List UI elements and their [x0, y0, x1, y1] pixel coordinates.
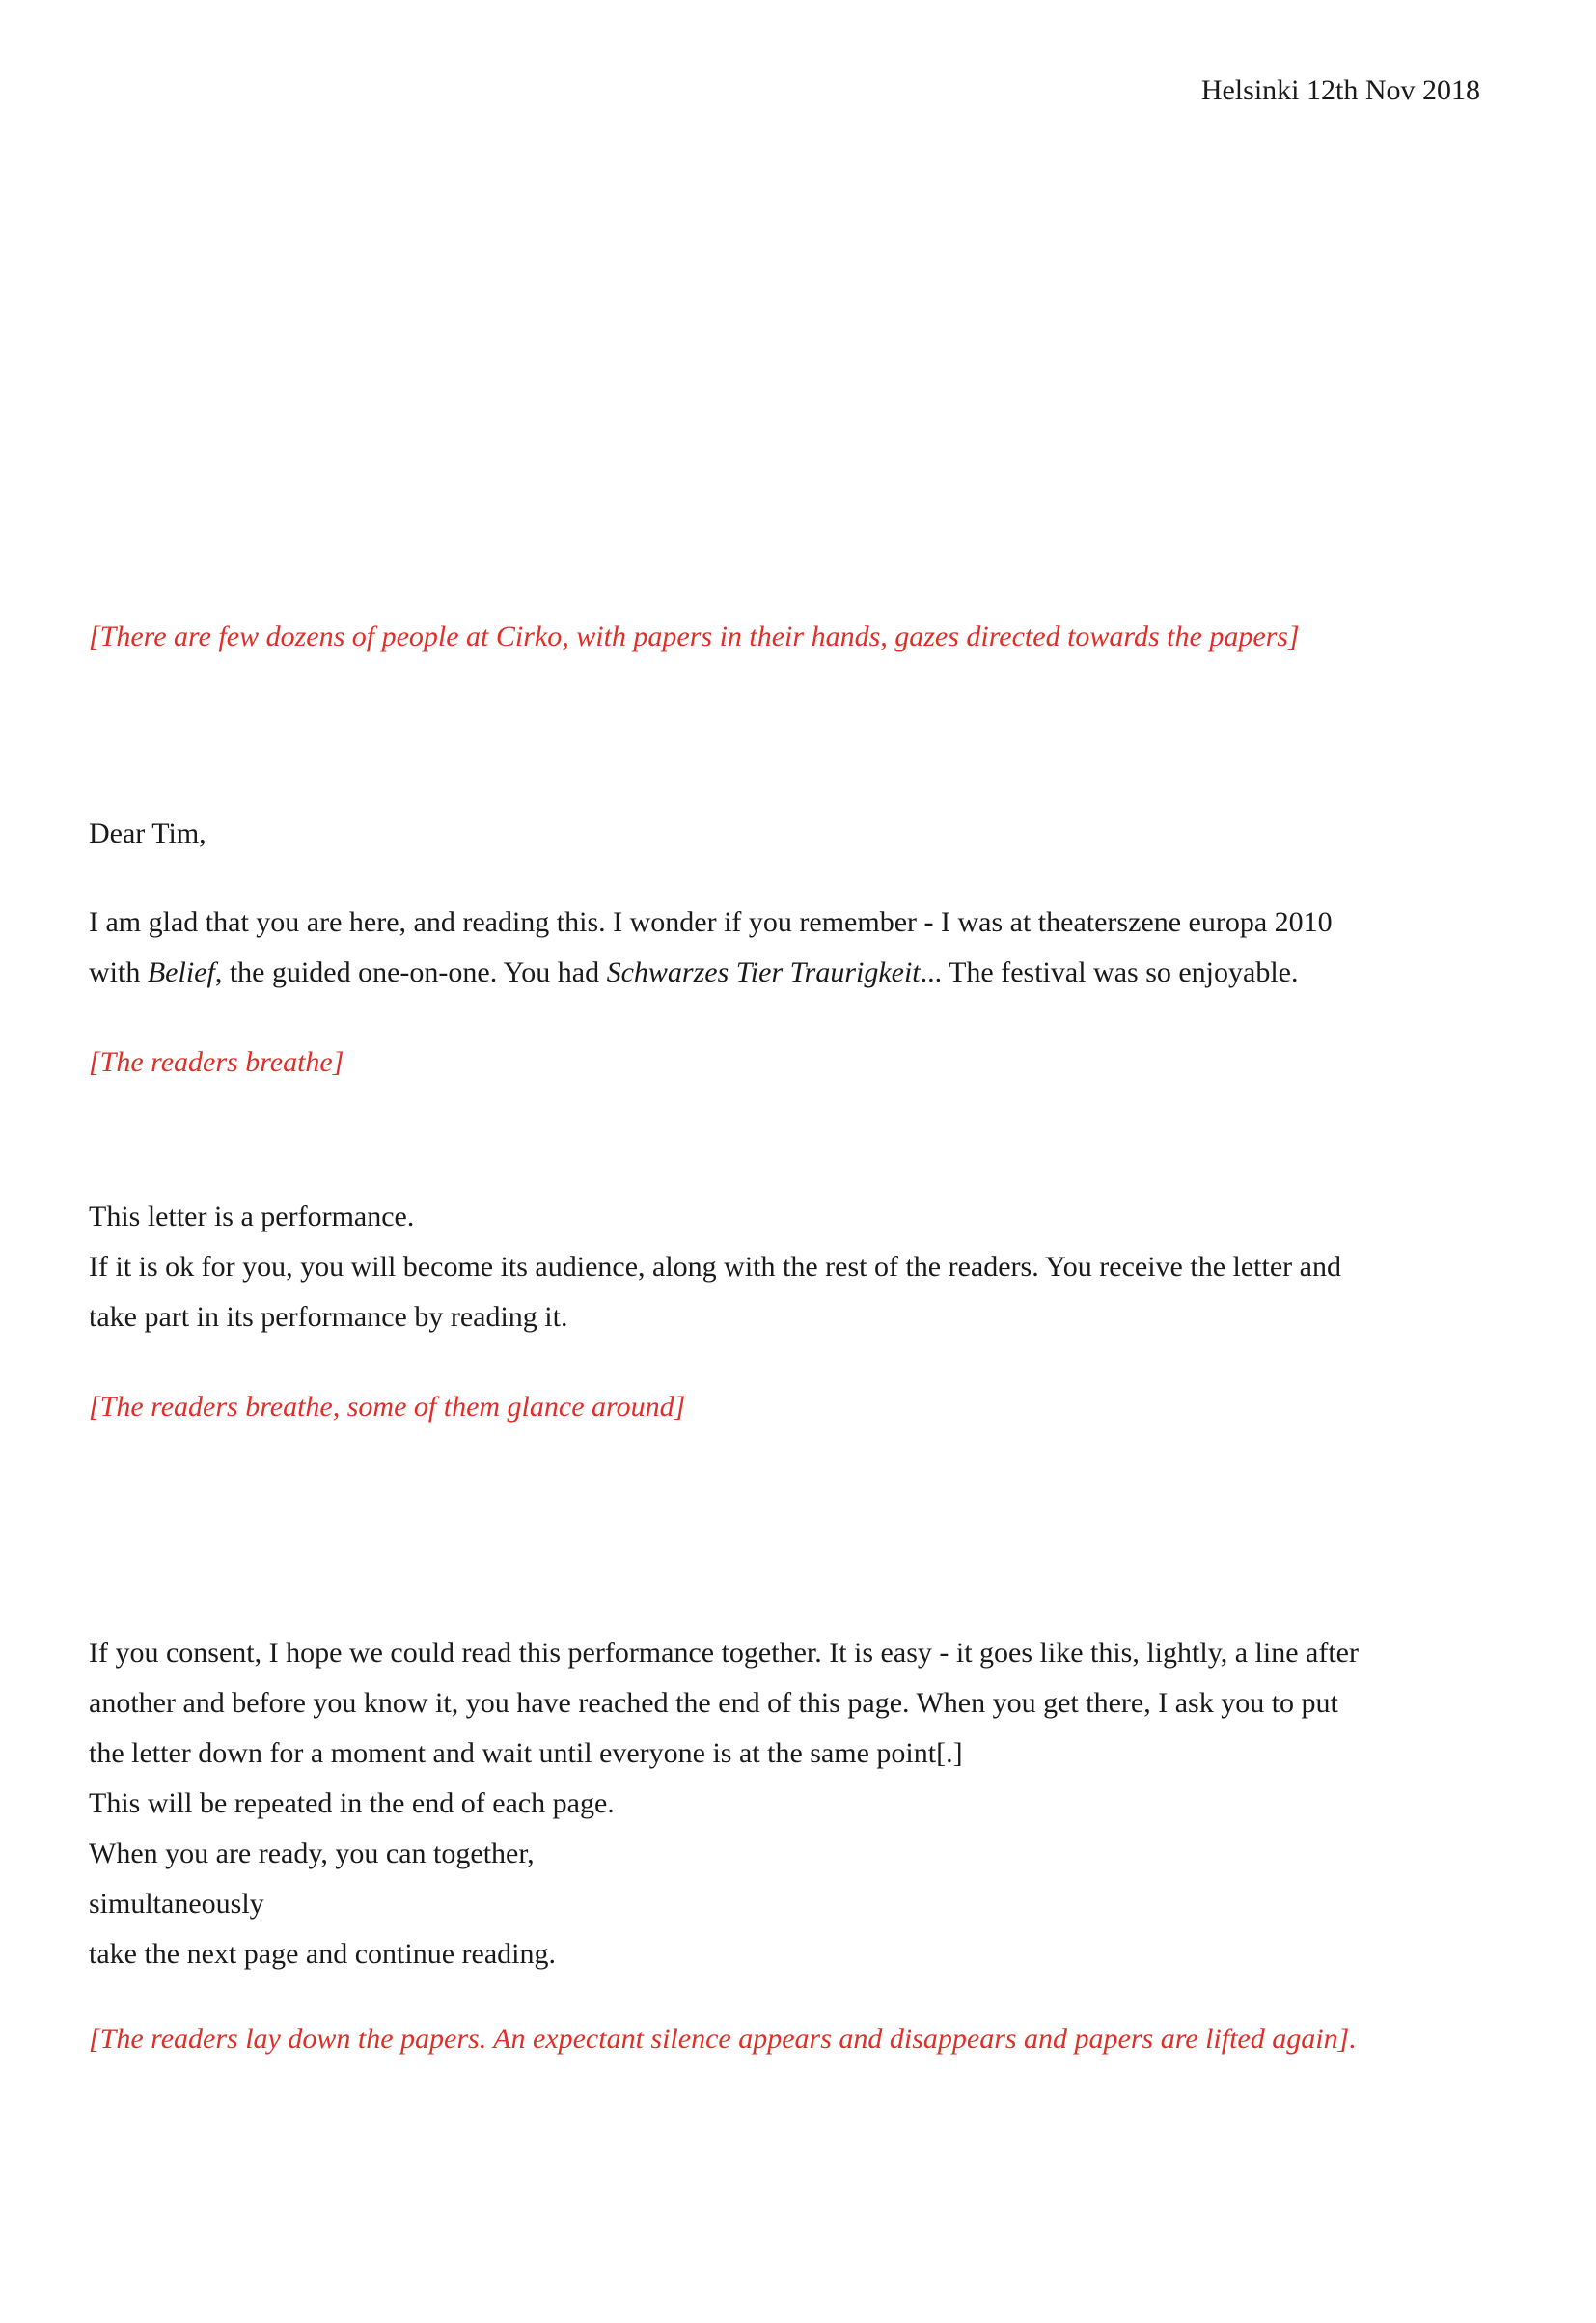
paragraph-performance-line2: If it is ok for you, you will become its audience, along with the rest of the readers. You receive the letter and: [89, 1251, 1341, 1283]
paragraph-intro-line1: I am glad that you are here, and reading this. I wonder if you remember - I was at theaterszene europa 2010: [89, 906, 1333, 938]
stage-direction-breathe-glance: [The readers breathe, some of them glance around]: [89, 1391, 686, 1423]
paragraph-intro: [89, 898, 1480, 998]
paragraph-consent-line2: another and before you know it, you have reached the end of this page. When you get there, I ask you to put: [89, 1687, 1338, 1719]
paragraph-intro-line2: [89, 948, 1480, 998]
paragraph-consent-line4: This will be repeated in the end of each page.: [89, 1787, 615, 1819]
paragraph-performance-line1: This letter is a performance.: [89, 1201, 415, 1232]
salutation-block: [89, 809, 1480, 859]
work-title-belief: Belief: [147, 956, 215, 988]
paragraph-performance: [89, 1192, 1480, 1342]
salutation: Dear Tim,: [89, 817, 206, 849]
paragraph-consent-line5: When you are ready, you can together,: [89, 1838, 535, 1869]
stage-direction-closing: [The readers lay down the papers. An expectant silence appears and disappears and papers are lifted again].: [89, 2023, 1357, 2055]
intro-line2-seg1: with: [89, 956, 148, 988]
paragraph-consent-line6: simultaneously: [89, 1888, 264, 1920]
intro-line2-seg5: ... The festival was so enjoyable.: [920, 956, 1299, 988]
intro-line2-seg3: , the guided one-on-one. You had: [214, 956, 607, 988]
paragraph-consent-line3: the letter down for a moment and wait until everyone is at the same point[.]: [89, 1737, 963, 1769]
paragraph-consent-line1: If you consent, I hope we could read this performance together. It is easy - it goes like this, lightly, a line after: [89, 1637, 1359, 1669]
letter-date: Helsinki 12th Nov 2018: [1200, 74, 1480, 106]
stage-direction-breathe: [The readers breathe]: [89, 1046, 344, 1078]
work-title-schwarzes-tier-traurigkeit: Schwarzes Tier Traurigkeit: [606, 956, 921, 988]
letter-page: [0, 66, 1596, 2323]
paragraph-consent-line7: take the next page and continue reading.: [89, 1938, 556, 1970]
paragraph-consent: [89, 1628, 1480, 1979]
stage-direction-opening: [There are few dozens of people at Cirko, with papers in their hands, gazes directed towards the papers]: [89, 621, 1300, 652]
paragraph-performance-line3: take part in its performance by reading it.: [89, 1301, 568, 1333]
